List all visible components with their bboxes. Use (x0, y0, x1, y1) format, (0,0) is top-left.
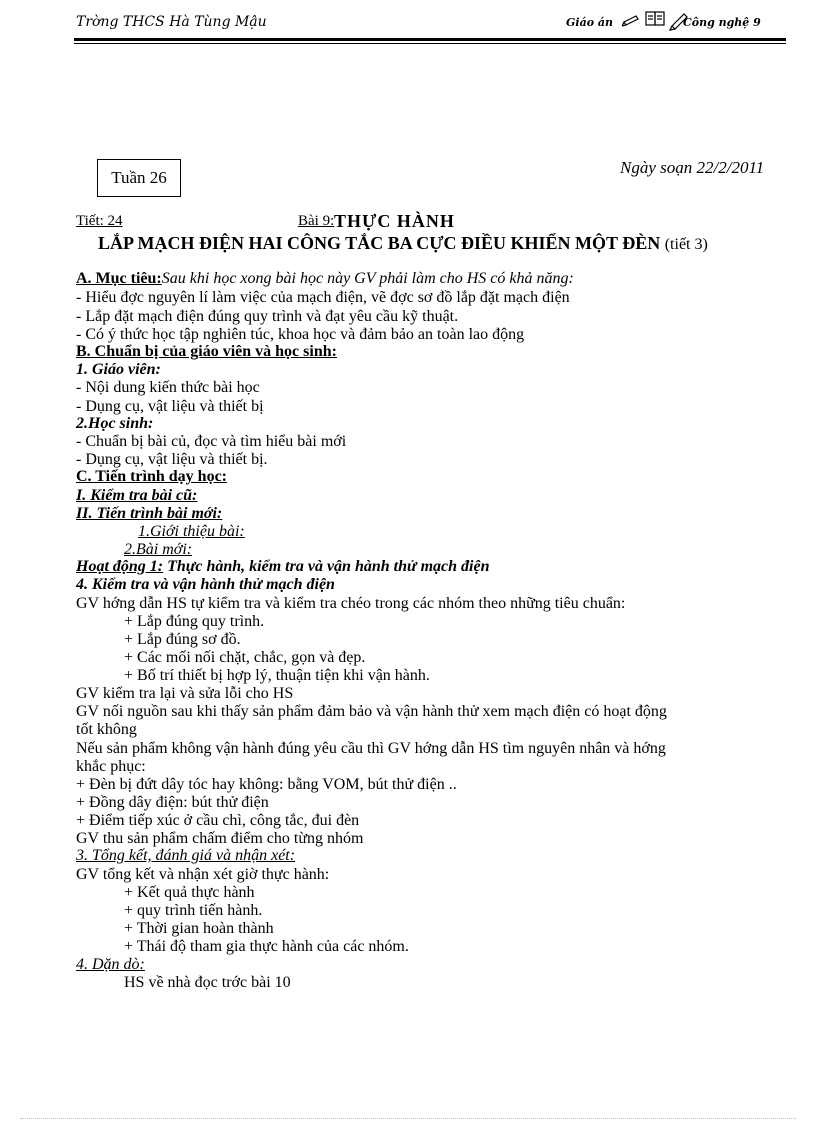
objective-item: - Hiểu đợc nguyên lí làm việc của mạch điện, vẽ đợc sơ đồ lắp đặt mạch điện (76, 289, 570, 306)
lesson-period: (tiết 3) (664, 236, 708, 253)
new-lesson: 2.Bài mới: (124, 541, 193, 558)
practice-heading: THỰC HÀNH (334, 211, 455, 231)
teacher-item: - Dụng cụ, vật liệu và thiết bị (76, 398, 264, 415)
new-lesson-process: II. Tiến trình bài mới: (76, 505, 223, 522)
header-rule-thin (74, 43, 786, 44)
criteria-item: + Lắp đúng sơ đồ. (124, 631, 241, 648)
lesson-intro: 1.Giới thiệu bài: (138, 523, 245, 540)
activity-title: Thực hành, kiểm tra và vận hành thử mạch điện (163, 558, 490, 575)
prepared-date: Ngày soạn 22/2/2011 (620, 158, 765, 177)
preparation-heading: B. Chuẩn bị của giáo viên và học sinh: (76, 343, 337, 360)
objectives-heading: A. Mục tiêu: (76, 270, 162, 287)
check-text: GV kiểm tra lại và sửa lỗi cho HS (76, 685, 294, 702)
subject-label: Công nghệ 9 (683, 16, 761, 29)
objective-item: - Có ý thức học tập nghiên túc, khoa học và đảm bảo an toàn lao động (76, 326, 525, 343)
fix-item: + Đèn bị đứt dây tóc hay không: bằng VOM, bút thử điện .. (76, 776, 457, 793)
fix-item: + Điểm tiếp xúc ở cầu chì, công tắc, đui đèn (76, 812, 360, 829)
step-heading: 4. Kiểm tra và vận hành thử mạch điện (76, 576, 335, 593)
power-text: GV nối nguồn sau khi thấy sản phẩm đảm bảo và vận hành thử xem mạch điện có hoạt động (76, 703, 667, 720)
activity-line (76, 558, 489, 576)
summary-item: + Thái độ tham gia thực hành của các nhóm. (124, 938, 409, 955)
lesson-title-text: LẮP MẠCH ĐIỆN HAI CÔNG TẮC BA CỰC ĐIỀU KHIỂN MỘT ĐÈN (98, 233, 661, 253)
criteria-item: + Các mối nối chặt, chắc, gọn và đẹp. (124, 649, 366, 666)
pencil-icon (622, 16, 638, 26)
page-bottom-border (20, 1118, 796, 1119)
fail-text-cont: khắc phục: (76, 758, 146, 775)
summary-item: + quy trình tiến hành. (124, 902, 263, 919)
criteria-item: + Bố trí thiết bị hợp lý, thuận tiện khi vận hành. (124, 667, 430, 684)
summary-heading: 3. Tổng kết, đánh giá và nhận xét: (76, 847, 296, 864)
homework-text: HS về nhà đọc trớc bài 10 (124, 974, 291, 991)
lesson-number: Tiết: 24 (76, 213, 123, 229)
student-heading: 2.Học sinh: (76, 415, 154, 432)
summary-intro: GV tổng kết và nhận xét giờ thực hành: (76, 866, 330, 883)
header-rule-thick (74, 38, 786, 41)
guide-text: GV hớng dẫn HS tự kiểm tra và kiểm tra chéo trong các nhóm theo những tiêu chuẩn: (76, 595, 626, 612)
teacher-item: - Nội dung kiến thức bài học (76, 379, 260, 396)
student-item: - Chuẩn bị bài củ, đọc và tìm hiểu bài mới (76, 433, 347, 450)
old-lesson-check: I. Kiểm tra bài cũ: (76, 487, 198, 504)
lesson-bai: Bài 9: (298, 213, 335, 229)
summary-item: + Kết quả thực hành (124, 884, 255, 901)
pen-icon (670, 14, 687, 30)
objectives-intro: Sau khi học xong bài học này GV phải làm cho HS có khả năng: (161, 270, 574, 287)
book-icon (646, 12, 664, 25)
student-item: - Dụng cụ, vật liệu và thiết bị. (76, 451, 268, 468)
collect-text: GV thu sản phẩm chấm điểm cho từng nhóm (76, 830, 364, 847)
criteria-item: + Lắp đúng quy trình. (124, 613, 265, 630)
lesson-title (98, 233, 708, 254)
school-name: Trờng THCS Hà Tùng Mậu (76, 14, 267, 30)
power-text-cont: tốt không (76, 721, 137, 738)
activity-label: Hoạt động 1: (76, 558, 164, 575)
process-heading: C. Tiến trình dạy học: (76, 468, 227, 485)
teacher-heading: 1. Giáo viên: (76, 361, 161, 378)
week-box: Tuần 26 (97, 159, 181, 197)
plan-label: Giáo án (566, 16, 613, 29)
objective-item: - Lắp đặt mạch điện đúng quy trình và đạt yêu cầu kỹ thuật. (76, 308, 459, 325)
header-decoration (622, 10, 692, 32)
objectives-line (76, 270, 574, 288)
summary-item: + Thời gian hoàn thành (124, 920, 274, 937)
fix-item: + Đồng dây điện: bút thử điện (76, 794, 269, 811)
homework-heading: 4. Dặn dò: (76, 956, 145, 973)
fail-text: Nếu sản phẩm không vận hành đúng yêu cầu thì GV hớng dẫn HS tìm nguyên nhân và hớng (76, 740, 666, 757)
